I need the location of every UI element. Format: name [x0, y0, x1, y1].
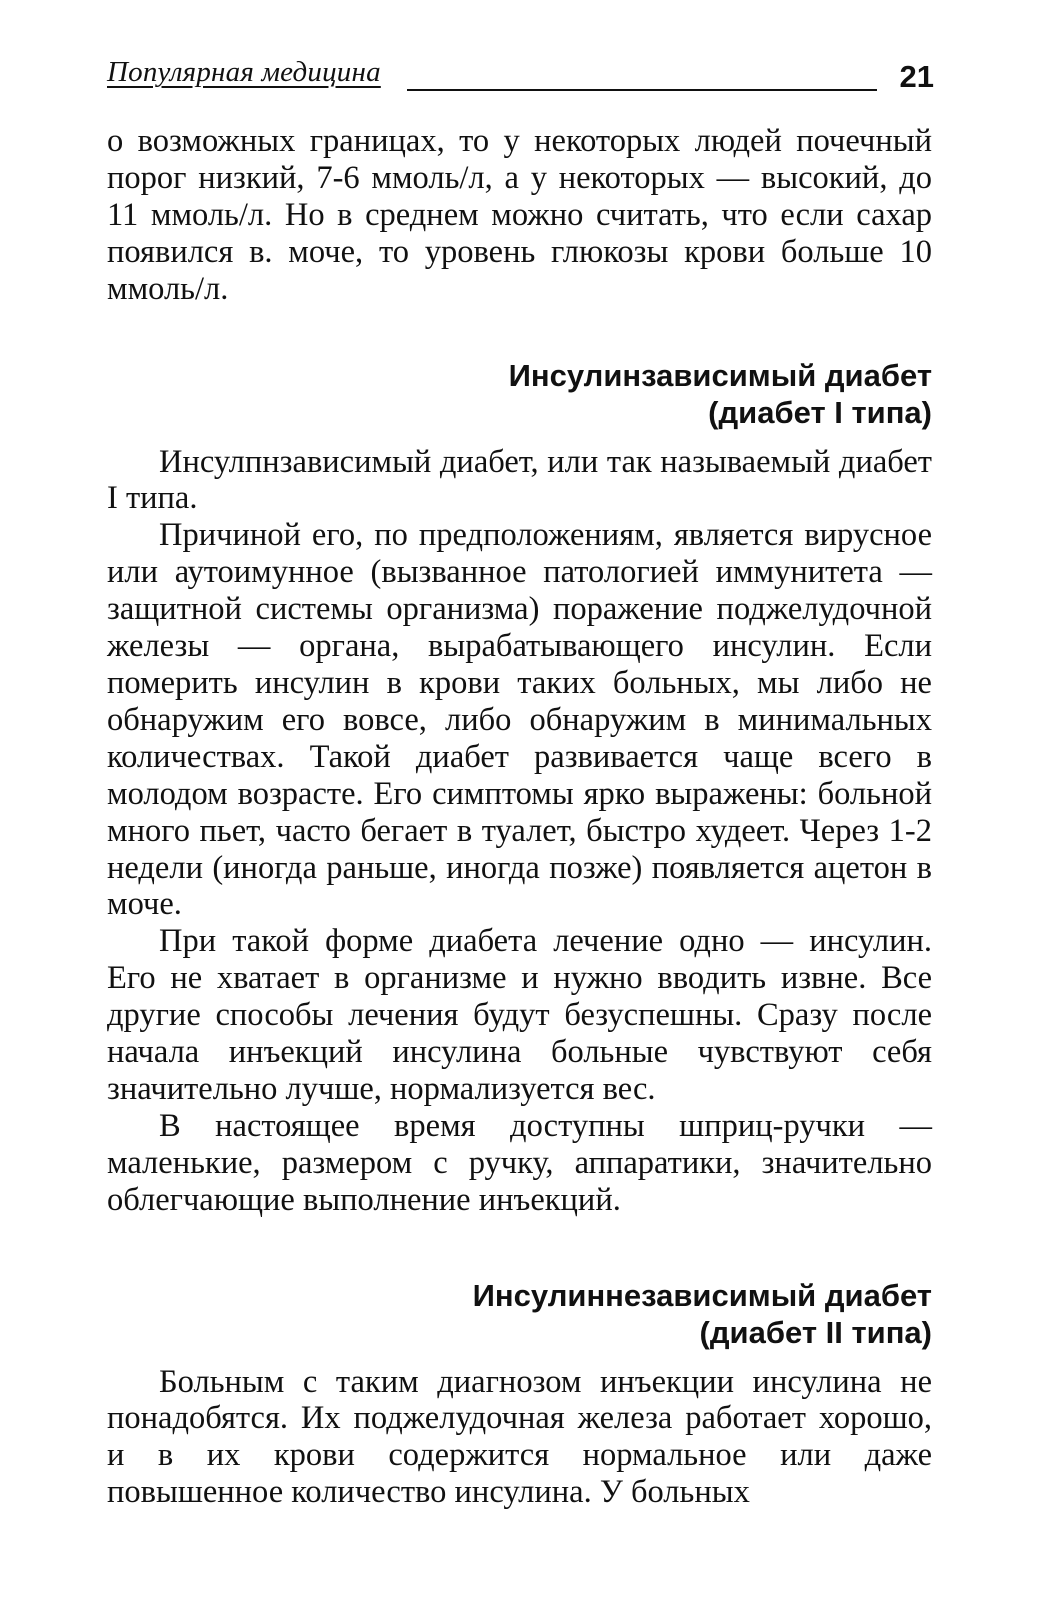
section-heading-line: Инсулиннезависимый диабет — [472, 1277, 932, 1313]
section-heading-line: Инсулинзависимый диабет — [508, 357, 932, 393]
paragraph: Инсулпнзависимый диабет, или так называемый диабет I типа. — [107, 443, 932, 517]
book-page — [107, 55, 932, 1511]
intro-paragraph: о возможных границах, то у некоторых людей почечный порог низкий, 7-6 ммоль/л, а у некоторых — высокий, до 11 ммоль/л. Но в среднем можно считать, что если сахар появился в. моче, то уровень глюкозы крови больше 10 ммоль/л. — [107, 123, 932, 307]
paragraph: Причиной его, по предположениям, является вирусное или аутоимунное (вызванное патологией иммунитета — защитной системы организма) поражение поджелудочной железы — органа, вырабатывающего инсулин. Если померить инсулин в крови таких больных, мы либо не обнаружим его вовсе, либо обнаружим в минимальных количествах. Такой диабет развивается чаще всего в молодом возрасте. Его симптомы ярко выражены: больной много пьет, часто бегает в туалет, быстро худеет. Через 1-2 недели (иногда раньше, иногда позже) появляется ацетон в моче. — [107, 517, 932, 923]
header-rule — [407, 89, 877, 91]
paragraph: В настоящее время доступны шприц-ручки — маленькие, размером с ручку, аппаратики, значительно облегчающие выполнение инъекций. — [107, 1107, 932, 1218]
section-heading-line: (диабет I типа) — [708, 394, 932, 430]
section-heading-type1 — [107, 357, 932, 431]
section-heading-line: (диабет II типа) — [699, 1314, 932, 1350]
running-title: Популярная медицина — [107, 56, 381, 88]
running-header — [107, 55, 932, 101]
page-number: 21 — [899, 59, 934, 94]
paragraph: Больным с таким диагнозом инъекции инсулина не понадобятся. Их поджелудочная железа работает хорошо, и в их крови содержится нормальное или даже повышенное количество инсулина. У больных — [107, 1363, 932, 1511]
section-heading-type2 — [107, 1277, 932, 1351]
paragraph: При такой форме диабета лечение одно — инсулин. Его не хватает в организме и нужно вводить извне. Все другие способы лечения будут безуспешны. Сразу после начала инъекций инсулина больные чувствуют себя значительно лучше, нормализуется вес. — [107, 923, 932, 1107]
